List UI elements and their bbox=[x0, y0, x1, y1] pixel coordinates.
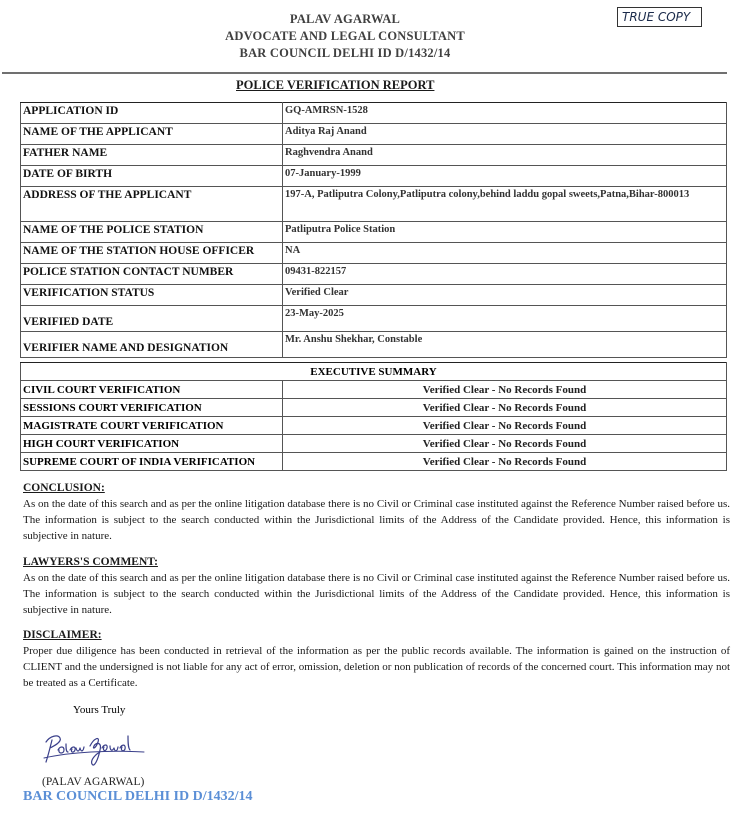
signature-image bbox=[40, 728, 150, 773]
letterhead-bar-id: BAR COUNCIL DELHI ID D/1432/14 bbox=[239, 46, 451, 60]
application-id-value: GQ-AMRSN-1528 bbox=[283, 103, 727, 124]
table-row bbox=[21, 187, 727, 222]
court-label: MAGISTRATE COURT VERIFICATION bbox=[21, 417, 283, 435]
verification-status-value: Verified Clear bbox=[283, 285, 727, 306]
lawyers-comment-heading: LAWYERS'S COMMENT: bbox=[23, 556, 158, 568]
table-row bbox=[21, 332, 727, 358]
table-row bbox=[21, 166, 727, 187]
table-row bbox=[21, 417, 727, 435]
closing-salutation: Yours Truly bbox=[73, 704, 126, 716]
table-row bbox=[21, 222, 727, 243]
court-label: SUPREME COURT OF INDIA VERIFICATION bbox=[21, 453, 283, 471]
disclaimer-heading: DISCLAIMER: bbox=[23, 629, 102, 641]
address-value: 197-A, Patliputra Colony,Patliputra colony,behind laddu gopal sweets,Patna,Bihar-800013 bbox=[283, 187, 727, 222]
police-station-value: Patliputra Police Station bbox=[283, 222, 727, 243]
summary-header-row bbox=[21, 363, 727, 381]
table-row bbox=[21, 243, 727, 264]
disclaimer-text: Proper due diligence has been conducted in retrieval of the information as per the public records available. The information is gained on the instruction of CLIENT and the undersigned is not liable for any act of error, omission, deletion or non publication of records of the concerned court. This information may not be treated as a Certificate. bbox=[23, 645, 730, 689]
row-label: POLICE STATION CONTACT NUMBER bbox=[21, 264, 283, 285]
conclusion-heading: CONCLUSION: bbox=[23, 482, 105, 494]
court-result: Verified Clear - No Records Found bbox=[283, 381, 727, 399]
lawyers-comment-section bbox=[23, 554, 730, 618]
table-row bbox=[21, 264, 727, 285]
row-label: APPLICATION ID bbox=[21, 103, 283, 124]
verifier-value: Mr. Anshu Shekhar, Constable bbox=[283, 332, 727, 358]
row-label: FATHER NAME bbox=[21, 145, 283, 166]
disclaimer-section bbox=[23, 627, 730, 691]
table-row bbox=[21, 435, 727, 453]
court-result: Verified Clear - No Records Found bbox=[283, 435, 727, 453]
court-result: Verified Clear - No Records Found bbox=[283, 453, 727, 471]
father-name-value: Raghvendra Anand bbox=[283, 145, 727, 166]
signatory-bar-id: BAR COUNCIL DELHI ID D/1432/14 bbox=[23, 789, 253, 804]
executive-summary-table bbox=[20, 362, 727, 471]
table-row bbox=[21, 381, 727, 399]
contact-number-value: 09431-822157 bbox=[283, 264, 727, 285]
court-label: SESSIONS COURT VERIFICATION bbox=[21, 399, 283, 417]
table-row bbox=[21, 124, 727, 145]
row-label: NAME OF THE STATION HOUSE OFFICER bbox=[21, 243, 283, 264]
summary-heading: EXECUTIVE SUMMARY bbox=[21, 363, 727, 381]
report-title: POLICE VERIFICATION REPORT bbox=[236, 78, 435, 92]
table-row bbox=[21, 399, 727, 417]
table-row bbox=[21, 145, 727, 166]
row-label: VERIFIER NAME AND DESIGNATION bbox=[21, 332, 283, 358]
signatory-name: (PALAV AGARWAL) bbox=[42, 776, 145, 788]
date-of-birth-value: 07-January-1999 bbox=[283, 166, 727, 187]
row-label: VERIFIED DATE bbox=[21, 306, 283, 332]
table-row bbox=[21, 103, 727, 124]
row-label: NAME OF THE APPLICANT bbox=[21, 124, 283, 145]
header-divider bbox=[2, 72, 727, 74]
court-result: Verified Clear - No Records Found bbox=[283, 417, 727, 435]
sho-name-value: NA bbox=[283, 243, 727, 264]
verified-date-value: 23-May-2025 bbox=[283, 306, 727, 332]
letterhead bbox=[195, 11, 495, 62]
lawyers-comment-text: As on the date of this search and as per the online litigation database there is no Civil or Criminal case instituted against the Reference Number raised before us. The information is subject to the search conducted within the Jurisdictional limits of the Address of the Candidate provided. Hence, this information is subjective in nature. bbox=[23, 572, 730, 616]
court-label: CIVIL COURT VERIFICATION bbox=[21, 381, 283, 399]
row-label: DATE OF BIRTH bbox=[21, 166, 283, 187]
court-result: Verified Clear - No Records Found bbox=[283, 399, 727, 417]
conclusion-text: As on the date of this search and as per the online litigation database there is no Civil or Criminal case instituted against the Reference Number raised before us. The information is subject to the search conducted within the Jurisdictional limits of the Address of the Candidate provided. Hence, this information is subjective in nature. bbox=[23, 498, 730, 542]
row-label: NAME OF THE POLICE STATION bbox=[21, 222, 283, 243]
true-copy-stamp: TRUE COPY bbox=[617, 7, 702, 27]
court-label: HIGH COURT VERIFICATION bbox=[21, 435, 283, 453]
conclusion-section bbox=[23, 480, 730, 544]
row-label: ADDRESS OF THE APPLICANT bbox=[21, 187, 283, 222]
table-row bbox=[21, 306, 727, 332]
advocate-name: PALAV AGARWAL bbox=[289, 12, 401, 26]
table-row bbox=[21, 285, 727, 306]
table-row bbox=[21, 453, 727, 471]
applicant-details-table bbox=[20, 102, 727, 358]
advocate-title: ADVOCATE AND LEGAL CONSULTANT bbox=[225, 29, 465, 43]
row-label: VERIFICATION STATUS bbox=[21, 285, 283, 306]
applicant-name-value: Aditya Raj Anand bbox=[283, 124, 727, 145]
